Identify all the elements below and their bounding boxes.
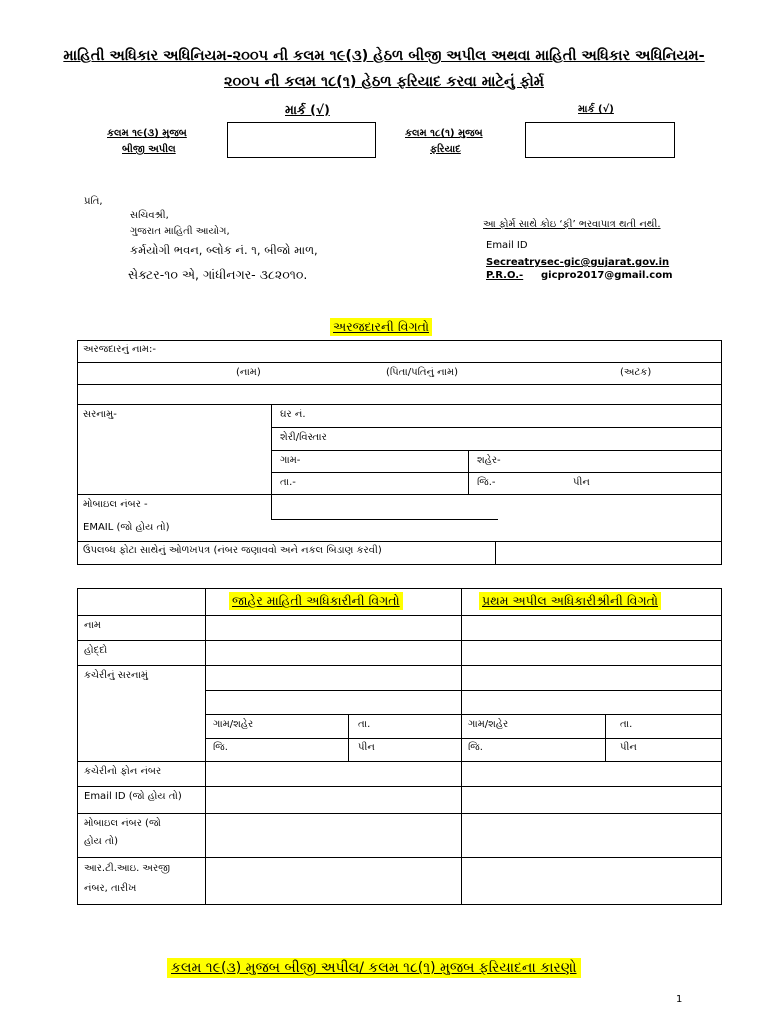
address-line4: સેક્ટર-૧૦ એ, ગાંધીનગર- ૩૮૨૦૧૦. xyxy=(128,267,308,282)
faa-section-title: પ્રથમ અપીલ અધિકારીશ્રીની વિગતો xyxy=(479,592,661,610)
applicant-address-label: સરનામુ- xyxy=(83,409,117,420)
pro-label: P.R.O.- xyxy=(486,270,524,281)
faa-village-city-label: ગામ/શહેર xyxy=(468,719,509,730)
officer-name-label: નામ xyxy=(84,620,101,631)
rti-application-label-1: આર.ટી.આઇ. અરજી xyxy=(84,863,171,874)
pio-pin-label: પીન xyxy=(358,742,375,753)
complaint-checkbox[interactable] xyxy=(525,122,675,158)
option-complaint-label-2: ફરિયાદ xyxy=(430,144,461,155)
form-title-line1: માહિતી અધિકાર અધિનિયમ-૨૦૦૫ ની કલમ ૧૯(૩) હેઠળ બીજી અપીલ અથવા માહિતી અધિકાર અધિનિયમ- xyxy=(63,48,705,64)
village-label: ગામ- xyxy=(280,455,301,466)
city-label: શહેર- xyxy=(477,455,501,466)
address-line3: કર્મયોગી ભવન, બ્લોક નં. ૧, બીજો માળ, xyxy=(130,243,318,257)
rti-application-label-2: નંબર, તારીખ xyxy=(84,883,137,894)
faa-taluka-label: તા. xyxy=(620,719,633,730)
mark-label-left: માર્ક (√) xyxy=(285,102,330,117)
sub-surname-label: (અટક) xyxy=(620,367,652,378)
sub-name-label: (નામ) xyxy=(236,367,261,378)
sub-father-label: (પિતા/પતિનું નામ) xyxy=(386,367,458,378)
pio-section-title: જાહેર માહિતી અધિકારીની વિગતો xyxy=(229,592,403,610)
email-heading: Email ID xyxy=(486,240,528,251)
fee-note: આ ફોર્મ સાથે કોઇ ‘ફી’ ભરવાપાત્ર થતી નથી. xyxy=(483,219,661,230)
mark-label-right: માર્ક (√) xyxy=(578,104,614,115)
street-label: શેરી/વિસ્તાર xyxy=(280,432,327,443)
faa-pin-label: પીન xyxy=(620,742,637,753)
faa-district-label: જિ. xyxy=(468,742,483,753)
page-number: 1 xyxy=(676,994,683,1005)
pio-taluka-label: તા. xyxy=(358,719,371,730)
email-label: EMAIL (જો હોય તો) xyxy=(83,522,170,533)
address-prati: પ્રતિ, xyxy=(84,196,103,207)
reasons-title: કલમ ૧૯(૩) મુજબ બીજી અપીલ/ કલમ ૧૮(૧) મુજબ ફરિયાદના કારણો xyxy=(167,958,581,978)
mobile-label: મોબાઇલ નંબર - xyxy=(83,499,148,510)
appeal-checkbox[interactable] xyxy=(227,122,376,158)
applicant-name-label: અરજદારનું નામ:- xyxy=(83,344,156,355)
officer-email-label: Email ID (જો હોય તો) xyxy=(84,791,182,802)
officer-mobile-label-2: હોય તો) xyxy=(84,836,119,847)
pin-label: પીન xyxy=(573,477,590,488)
address-line2: ગુજરાત માહિતી આયોગ, xyxy=(130,226,230,237)
address-line1: સચિવશ્રી, xyxy=(130,210,169,221)
option-appeal-label-2: બીજી અપીલ xyxy=(122,144,176,155)
office-address-label: કચેરીનું સરનામું xyxy=(84,670,148,681)
form-title-line2: ૨૦૦૫ ની કલમ ૧૮(૧) હેઠળ ફરિયાદ કરવા માટેનું ફોર્મ xyxy=(224,74,544,90)
secretary-label: Secreatry- xyxy=(486,257,545,268)
office-phone-label: કચેરીનો ફોન નંબર xyxy=(84,766,162,777)
id-proof-label: ઉપલબ્ધ ફોટા સાથેનું ઓળખપત્ર (નંબર જણાવવો અને નકલ બિડાણ કરવી) xyxy=(83,545,382,556)
pio-district-label: જિ. xyxy=(213,742,228,753)
applicant-section-title: અરજદારની વિગતો xyxy=(330,318,432,336)
pro-email: gicpro2017@gmail.com xyxy=(541,270,673,281)
pio-village-city-label: ગામ/શહેર xyxy=(213,719,254,730)
option-complaint-label-1: કલમ ૧૮(૧) મુજબ xyxy=(405,128,483,139)
option-appeal-label-1: કલમ ૧૯(૩) મુજબ xyxy=(107,128,187,139)
secretary-email-link[interactable]: sec-gic@gujarat.gov.in xyxy=(541,257,670,268)
officer-mobile-label-1: મોબાઇલ નંબર (જો xyxy=(84,818,161,829)
taluka-label: તા.- xyxy=(280,477,296,488)
district-label: જિ.- xyxy=(477,477,496,488)
house-no-label: ઘર નં. xyxy=(280,409,306,420)
officer-designation-label: હોદ્દો xyxy=(84,645,108,656)
